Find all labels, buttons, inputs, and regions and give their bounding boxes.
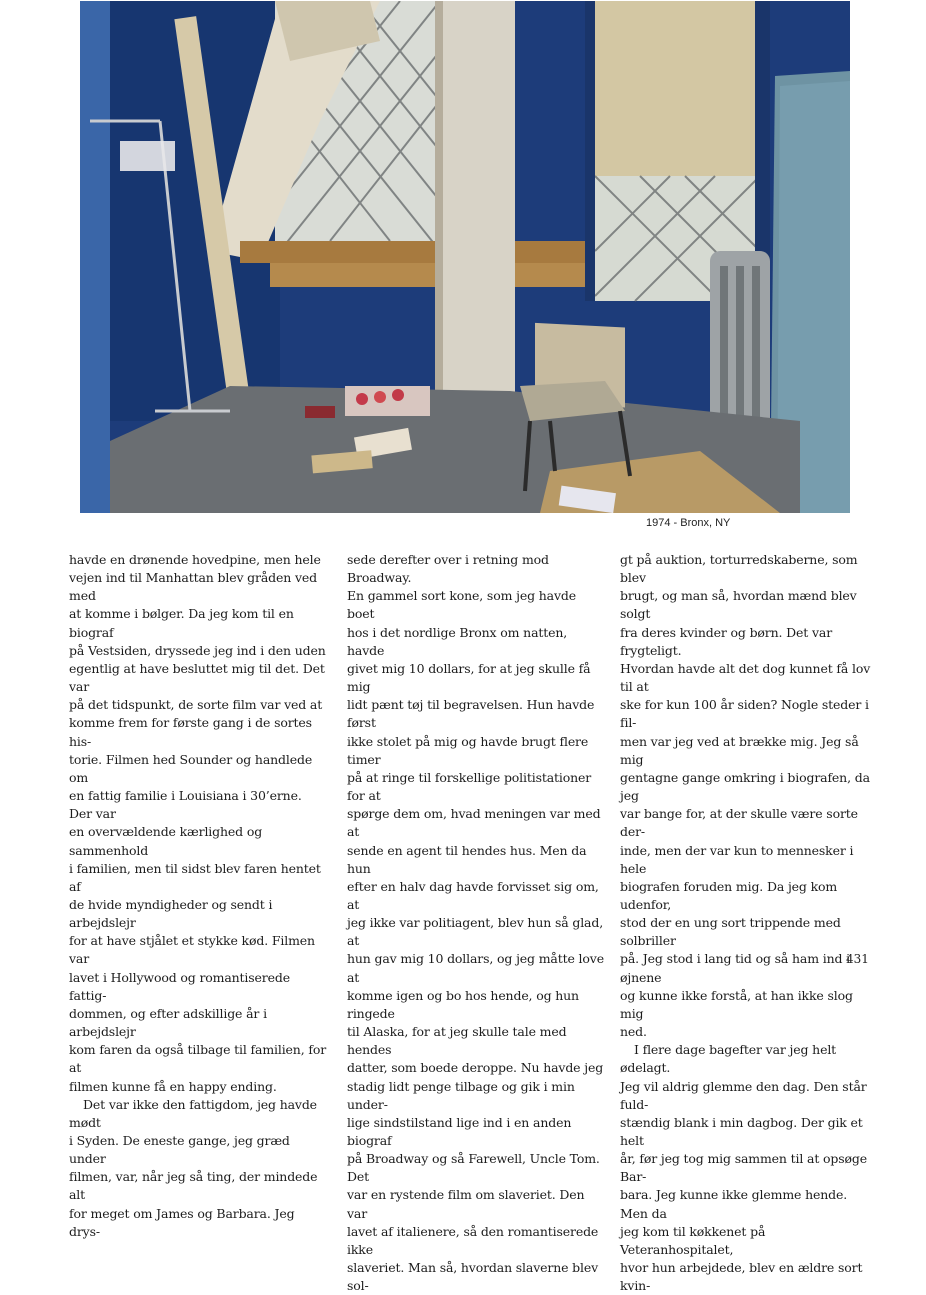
photo-caption: 1974 - Bronx, NY <box>646 517 731 529</box>
paragraph: gt på auktion, torturredskaberne, som blev brugt, og man så, hvordan mænd blev solgt fra deres kvinder og børn. Det var frygteligt. Hvordan havde alt det dog kunnet få lov til at ske for kun 100 år siden? Nogle steder i fil- men var jeg ved at brække mig. Jeg så mig gentagne gange omkring i biografen, da jeg var bange for, at der skulle være sorte der- inde, men der var kun to mennesker i hele biografen foruden mig. Da jeg kom udenfor, stod der en ung sort trippende med solbriller på. Jeg stod i lang tid og så ham ind i øjnene og kunne ikke forstå, at han ikke slog mig ned. <box>620 552 871 1040</box>
photo-abandoned-room <box>80 1 850 513</box>
text-column-3 <box>620 551 878 1295</box>
photo-illustration <box>80 1 850 513</box>
page-number: 431 <box>846 952 869 966</box>
text-column-1 <box>69 551 327 1241</box>
paragraph: sede derefter over i retning mod Broadway. En gammel sort kone, som jeg havde boet hos i det nordlige Bronx om natten, havde givet mig 10 dollars, for at jeg skulle få mig lidt pænt tøj til begravelsen. Hun havde først ikke stolet på mig og havde brugt flere timer på at ringe til forskellige politistationer for at spørge dem om, hvad meningen var med at sende en agent til hendes hus. Men da hun efter en halv dag havde forvisset sig om, at jeg ikke var politiagent, blev hun så glad, at hun gav mig 10 dollars, og jeg måtte love at komme igen og bo hos hende, og hun ringede til Alaska, for at jeg skulle tale med hendes datter, som boede deroppe. Nu havde jeg stadig lidt penge tilbage og gik i min under- lige sindstilstand lige ind i en anden biograf på Broadway og så Farewell, Uncle Tom. Det var en rystende film om slaveriet. Den var lavet af italienere, så den romantiserede ikke slaveriet. Man så, hvordan slaverne blev sol- <box>347 552 604 1294</box>
text-column-2 <box>347 551 605 1295</box>
paragraph: havde en drønende hovedpine, men hele vejen ind til Manhattan blev gråden ved med at komme i bølger. Da jeg kom til en biograf på Vestsiden, dryssede jeg ind i den uden egentlig at have besluttet mig til det. Det var på det tidspunkt, de sorte film var ved at komme frem for første gang i de sortes his- torie. Filmen hed Sounder og handlede om en fattig familie i Louisiana i 30’erne. Der var en overvældende kærlighed og sammenhold i familien, men til sidst blev faren hentet af de hvide myndigheder og sendt i arbejdslejr for at have stjålet et stykke kød. Filmen var lavet i Hollywood og romantiserede fattig- dommen, og efter adskillige år i arbejdslejr kom faren da også tilbage til familien, for at filmen kunne få en happy ending. <box>69 552 327 1094</box>
paragraph: Det var ikke den fattigdom, jeg havde mødt i Syden. De eneste gange, jeg græd under filmen, var, når jeg så ting, der mindede alt for meget om James og Barbara. Jeg drys- <box>69 1096 318 1239</box>
paragraph: I flere dage bagefter var jeg helt ødelagt. Jeg vil aldrig glemme den dag. Den står fuld- stændig blank i min dagbog. Der gik et helt år, før jeg tog mig sammen til at opsøge Bar- bara. Jeg kunne ikke glemme hende. Men da jeg kom til køkkenet på Veteranhospitalet, hvor hun arbejdede, blev en ældre sort kvin- <box>620 1042 868 1294</box>
